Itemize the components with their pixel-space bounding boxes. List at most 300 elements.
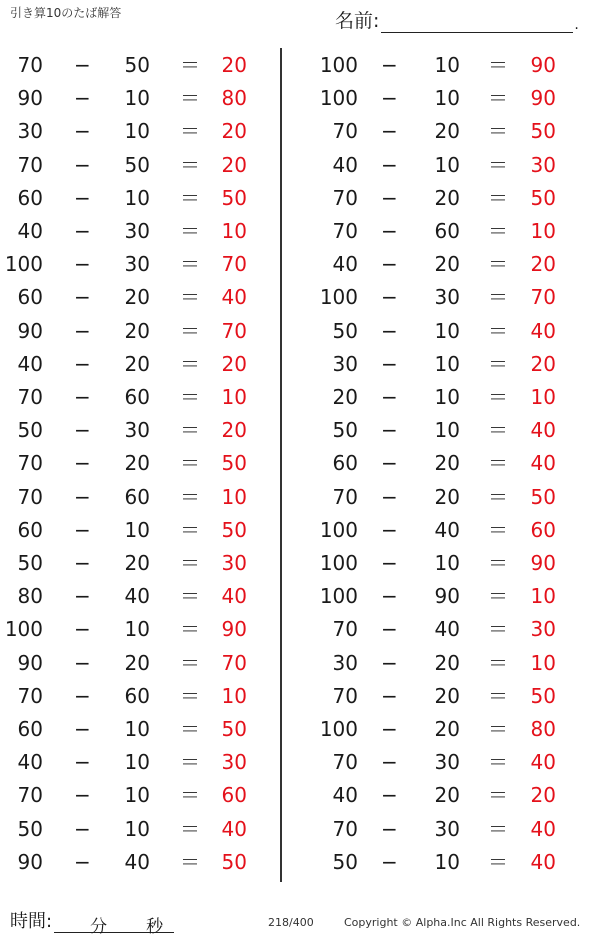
problem-row: [0, 613, 280, 646]
minus-sign: −: [381, 750, 398, 775]
minuend: 50: [17, 551, 43, 575]
problem-row: [0, 447, 280, 480]
minuend: 70: [17, 783, 43, 808]
minus-sign: −: [74, 451, 91, 476]
subtrahend: 50: [124, 53, 150, 77]
problem-row: [0, 348, 280, 381]
minuend: 90: [17, 318, 43, 343]
equals-sign: ＝: [180, 783, 200, 808]
subtrahend: 40: [124, 584, 150, 609]
minus-sign: −: [381, 219, 398, 243]
name-field: [335, 6, 579, 33]
minuend: 100: [4, 617, 43, 642]
minuend: 60: [17, 285, 43, 310]
answer: 50: [530, 119, 556, 144]
equals-sign: ＝: [180, 152, 200, 177]
equals-sign: ＝: [488, 53, 508, 77]
minus-sign: −: [74, 418, 91, 443]
answer: 10: [530, 385, 556, 409]
minuend: 90: [17, 650, 43, 675]
minus-sign: −: [74, 717, 91, 741]
equals-sign: ＝: [180, 750, 200, 775]
minuend: 50: [17, 816, 43, 841]
answer: 20: [221, 152, 247, 177]
minus-sign: −: [381, 451, 398, 476]
answer: 70: [221, 252, 247, 277]
minus-sign: −: [381, 185, 398, 210]
equals-sign: ＝: [488, 783, 508, 808]
answer: 50: [530, 683, 556, 708]
minuend: 100: [319, 517, 358, 542]
subtrahend: 10: [434, 318, 460, 343]
minus-sign: −: [381, 418, 398, 443]
equals-sign: ＝: [180, 451, 200, 476]
subtrahend: 20: [124, 451, 150, 476]
minus-sign: −: [74, 551, 91, 575]
equals-sign: ＝: [488, 551, 508, 575]
subtrahend: 50: [124, 152, 150, 177]
problem-row: [305, 348, 585, 381]
answer: 20: [530, 783, 556, 808]
problem-row: [0, 182, 280, 215]
subtrahend: 90: [434, 584, 460, 609]
answer: 20: [221, 418, 247, 443]
subtrahend: 10: [124, 119, 150, 144]
problem-row: [0, 215, 280, 248]
minuend: 90: [17, 86, 43, 111]
minuend: 30: [332, 650, 358, 675]
equals-sign: ＝: [180, 53, 200, 77]
minuend: 30: [17, 119, 43, 144]
minuend: 100: [319, 53, 358, 77]
problem-row: [305, 514, 585, 547]
minus-sign: −: [381, 717, 398, 741]
minus-sign: −: [74, 285, 91, 310]
equals-sign: ＝: [180, 816, 200, 841]
subtrahend: 30: [434, 285, 460, 310]
subtrahend: 10: [124, 185, 150, 210]
equals-sign: ＝: [488, 451, 508, 476]
problem-row: [0, 547, 280, 580]
time-field: [10, 907, 174, 937]
equals-sign: ＝: [488, 219, 508, 243]
equals-sign: ＝: [488, 385, 508, 409]
copyright-text: Copyright © Alpha.Inc All Rights Reserved.: [344, 916, 581, 929]
minuend: 100: [319, 584, 358, 609]
minuend: 50: [332, 318, 358, 343]
minuend: 40: [17, 351, 43, 376]
minus-sign: −: [381, 285, 398, 310]
subtrahend: 20: [434, 451, 460, 476]
answer: 40: [530, 750, 556, 775]
equals-sign: ＝: [488, 152, 508, 177]
problem-row: [305, 381, 585, 414]
answer: 30: [221, 750, 247, 775]
minuend: 70: [332, 484, 358, 509]
minuend: 50: [332, 849, 358, 874]
minus-sign: −: [74, 849, 91, 874]
problem-row: [0, 248, 280, 281]
equals-sign: ＝: [180, 717, 200, 741]
answer: 60: [530, 517, 556, 542]
minuend: 100: [319, 86, 358, 111]
equals-sign: ＝: [180, 119, 200, 144]
minuend: 70: [332, 816, 358, 841]
answer: 10: [221, 219, 247, 243]
answer: 20: [221, 119, 247, 144]
equals-sign: ＝: [488, 683, 508, 708]
answer: 50: [530, 185, 556, 210]
problem-row: [305, 846, 585, 879]
problem-row: [0, 647, 280, 680]
minus-sign: −: [74, 385, 91, 409]
answer: 20: [530, 351, 556, 376]
subtrahend: 20: [124, 318, 150, 343]
problem-row: [305, 613, 585, 646]
problem-row: [305, 813, 585, 846]
minus-sign: −: [381, 252, 398, 277]
problem-row: [305, 49, 585, 82]
equals-sign: ＝: [180, 517, 200, 542]
equals-sign: ＝: [488, 816, 508, 841]
answer: 90: [221, 617, 247, 642]
minuend: 80: [17, 584, 43, 609]
subtrahend: 10: [124, 617, 150, 642]
problem-row: [305, 481, 585, 514]
minus-sign: −: [381, 617, 398, 642]
subtrahend: 10: [434, 86, 460, 111]
problem-row: [0, 315, 280, 348]
equals-sign: ＝: [488, 418, 508, 443]
answer: 30: [221, 551, 247, 575]
problem-row: [0, 514, 280, 547]
equals-sign: ＝: [488, 750, 508, 775]
minuend: 70: [332, 219, 358, 243]
minus-sign: −: [381, 783, 398, 808]
equals-sign: ＝: [180, 551, 200, 575]
problem-row: [0, 580, 280, 613]
subtrahend: 30: [124, 252, 150, 277]
minuend: 70: [17, 683, 43, 708]
minus-sign: −: [381, 318, 398, 343]
problem-row: [305, 215, 585, 248]
minuend: 20: [332, 385, 358, 409]
column-divider: [280, 48, 282, 882]
answer: 20: [530, 252, 556, 277]
minuend: 40: [332, 783, 358, 808]
answer: 40: [530, 318, 556, 343]
worksheet-title: 引き算10のたば解答: [10, 6, 122, 20]
problem-row: [305, 115, 585, 148]
problem-row: [305, 713, 585, 746]
subtrahend: 10: [124, 783, 150, 808]
minuend: 90: [17, 849, 43, 874]
name-end-dot: .: [574, 17, 579, 33]
equals-sign: ＝: [488, 119, 508, 144]
subtrahend: 60: [434, 219, 460, 243]
answer: 40: [530, 418, 556, 443]
problem-row: [305, 149, 585, 182]
minus-sign: −: [74, 86, 91, 111]
minuend: 60: [332, 451, 358, 476]
minuend: 70: [17, 484, 43, 509]
answer: 20: [221, 351, 247, 376]
equals-sign: ＝: [488, 650, 508, 675]
minus-sign: −: [381, 551, 398, 575]
minuend: 40: [17, 750, 43, 775]
minuend: 40: [332, 152, 358, 177]
minuend: 70: [332, 683, 358, 708]
answer: 50: [530, 484, 556, 509]
problem-row: [0, 414, 280, 447]
subtrahend: 30: [124, 418, 150, 443]
subtrahend: 10: [434, 351, 460, 376]
problem-row: [0, 49, 280, 82]
minuend: 100: [319, 717, 358, 741]
subtrahend: 60: [124, 385, 150, 409]
equals-sign: ＝: [180, 252, 200, 277]
answer: 90: [530, 86, 556, 111]
answer: 40: [530, 451, 556, 476]
minus-sign: −: [74, 185, 91, 210]
seconds-unit: 秒: [146, 917, 164, 937]
time-label: 時間:: [10, 911, 53, 932]
problem-row: [0, 82, 280, 115]
equals-sign: ＝: [180, 285, 200, 310]
minus-sign: −: [74, 683, 91, 708]
minuend: 30: [332, 351, 358, 376]
subtrahend: 10: [124, 86, 150, 111]
subtrahend: 20: [124, 285, 150, 310]
answer: 40: [530, 816, 556, 841]
equals-sign: ＝: [180, 418, 200, 443]
equals-sign: ＝: [488, 185, 508, 210]
minus-sign: −: [74, 584, 91, 609]
answer: 90: [530, 551, 556, 575]
problem-row: [0, 481, 280, 514]
answer: 40: [530, 849, 556, 874]
name-blank-line: [381, 12, 573, 33]
subtrahend: 20: [434, 185, 460, 210]
minuend: 70: [17, 53, 43, 77]
minus-sign: −: [381, 849, 398, 874]
problem-row: [305, 248, 585, 281]
minuend: 100: [319, 285, 358, 310]
minuend: 100: [4, 252, 43, 277]
minus-sign: −: [381, 119, 398, 144]
answer: 10: [530, 219, 556, 243]
problem-row: [0, 680, 280, 713]
subtrahend: 30: [124, 219, 150, 243]
minuend: 60: [17, 517, 43, 542]
equals-sign: ＝: [180, 318, 200, 343]
answer: 10: [221, 484, 247, 509]
subtrahend: 30: [434, 750, 460, 775]
equals-sign: ＝: [180, 849, 200, 874]
answer: 60: [221, 783, 247, 808]
minus-sign: −: [74, 53, 91, 77]
problem-row: [305, 647, 585, 680]
minus-sign: −: [74, 750, 91, 775]
problem-row: [0, 813, 280, 846]
problem-row: [305, 779, 585, 812]
minus-sign: −: [74, 816, 91, 841]
answer: 40: [221, 816, 247, 841]
subtrahend: 10: [124, 717, 150, 741]
minutes-unit: 分: [90, 917, 108, 937]
problem-row: [0, 779, 280, 812]
answer: 50: [221, 451, 247, 476]
equals-sign: ＝: [180, 351, 200, 376]
problem-row: [305, 182, 585, 215]
subtrahend: 10: [124, 816, 150, 841]
answer: 70: [530, 285, 556, 310]
minus-sign: −: [381, 86, 398, 111]
problem-row: [305, 746, 585, 779]
subtrahend: 60: [124, 683, 150, 708]
subtrahend: 10: [434, 53, 460, 77]
equals-sign: ＝: [488, 717, 508, 741]
answer: 10: [221, 385, 247, 409]
answer: 40: [221, 584, 247, 609]
subtrahend: 20: [434, 484, 460, 509]
equals-sign: ＝: [180, 650, 200, 675]
answer: 80: [221, 86, 247, 111]
subtrahend: 60: [124, 484, 150, 509]
minus-sign: −: [381, 650, 398, 675]
subtrahend: 10: [434, 849, 460, 874]
minus-sign: −: [74, 152, 91, 177]
problem-row: [305, 414, 585, 447]
equals-sign: ＝: [488, 351, 508, 376]
minuend: 50: [332, 418, 358, 443]
subtrahend: 40: [434, 617, 460, 642]
equals-sign: ＝: [488, 584, 508, 609]
minus-sign: −: [74, 252, 91, 277]
answer: 80: [530, 717, 556, 741]
subtrahend: 20: [124, 650, 150, 675]
problem-row: [305, 281, 585, 314]
minuend: 70: [17, 451, 43, 476]
answer: 50: [221, 185, 247, 210]
minus-sign: −: [381, 484, 398, 509]
equals-sign: ＝: [488, 484, 508, 509]
subtrahend: 20: [124, 551, 150, 575]
subtrahend: 20: [434, 683, 460, 708]
time-blank-line: [54, 912, 174, 937]
problem-row: [305, 547, 585, 580]
minuend: 70: [332, 185, 358, 210]
answer: 10: [530, 584, 556, 609]
minuend: 70: [332, 617, 358, 642]
minus-sign: −: [381, 53, 398, 77]
answer: 10: [221, 683, 247, 708]
subtrahend: 20: [434, 650, 460, 675]
minus-sign: −: [74, 484, 91, 509]
subtrahend: 10: [434, 551, 460, 575]
minus-sign: −: [381, 683, 398, 708]
equals-sign: ＝: [488, 617, 508, 642]
subtrahend: 30: [434, 816, 460, 841]
subtrahend: 10: [434, 385, 460, 409]
answer: 50: [221, 849, 247, 874]
equals-sign: ＝: [180, 219, 200, 243]
equals-sign: ＝: [488, 86, 508, 111]
equals-sign: ＝: [488, 517, 508, 542]
subtrahend: 10: [124, 517, 150, 542]
answer: 10: [530, 650, 556, 675]
minus-sign: −: [74, 517, 91, 542]
answer: 70: [221, 318, 247, 343]
problem-row: [0, 149, 280, 182]
minus-sign: −: [381, 385, 398, 409]
problem-row: [0, 746, 280, 779]
answer: 50: [221, 717, 247, 741]
minus-sign: −: [74, 783, 91, 808]
equals-sign: ＝: [180, 484, 200, 509]
minuend: 70: [332, 119, 358, 144]
problem-row: [305, 447, 585, 480]
minuend: 70: [17, 152, 43, 177]
equals-sign: ＝: [488, 849, 508, 874]
minuend: 100: [319, 551, 358, 575]
problem-row: [0, 115, 280, 148]
problem-row: [0, 713, 280, 746]
answer: 40: [221, 285, 247, 310]
equals-sign: ＝: [180, 385, 200, 409]
minuend: 40: [332, 252, 358, 277]
minus-sign: −: [74, 650, 91, 675]
minus-sign: −: [381, 816, 398, 841]
subtrahend: 20: [434, 783, 460, 808]
equals-sign: ＝: [180, 617, 200, 642]
minus-sign: −: [74, 351, 91, 376]
answer: 20: [221, 53, 247, 77]
problem-row: [305, 680, 585, 713]
minus-sign: −: [381, 152, 398, 177]
equals-sign: ＝: [488, 318, 508, 343]
minus-sign: −: [381, 584, 398, 609]
minuend: 60: [17, 717, 43, 741]
answer: 90: [530, 53, 556, 77]
minuend: 70: [17, 385, 43, 409]
subtrahend: 10: [434, 418, 460, 443]
subtrahend: 20: [434, 717, 460, 741]
equals-sign: ＝: [488, 285, 508, 310]
problem-row: [305, 315, 585, 348]
minuend: 40: [17, 219, 43, 243]
name-label: 名前:: [335, 10, 380, 32]
page-number: 218/400: [268, 916, 314, 929]
minus-sign: −: [74, 219, 91, 243]
problem-row: [305, 580, 585, 613]
problem-row: [0, 381, 280, 414]
problem-row: [0, 846, 280, 879]
minus-sign: −: [74, 119, 91, 144]
subtrahend: 20: [434, 119, 460, 144]
equals-sign: ＝: [180, 185, 200, 210]
equals-sign: ＝: [180, 584, 200, 609]
minuend: 60: [17, 185, 43, 210]
problem-row: [0, 281, 280, 314]
equals-sign: ＝: [180, 86, 200, 111]
minus-sign: −: [381, 517, 398, 542]
answer: 30: [530, 617, 556, 642]
equals-sign: ＝: [488, 252, 508, 277]
problem-row: [305, 82, 585, 115]
subtrahend: 10: [434, 152, 460, 177]
minus-sign: −: [74, 318, 91, 343]
